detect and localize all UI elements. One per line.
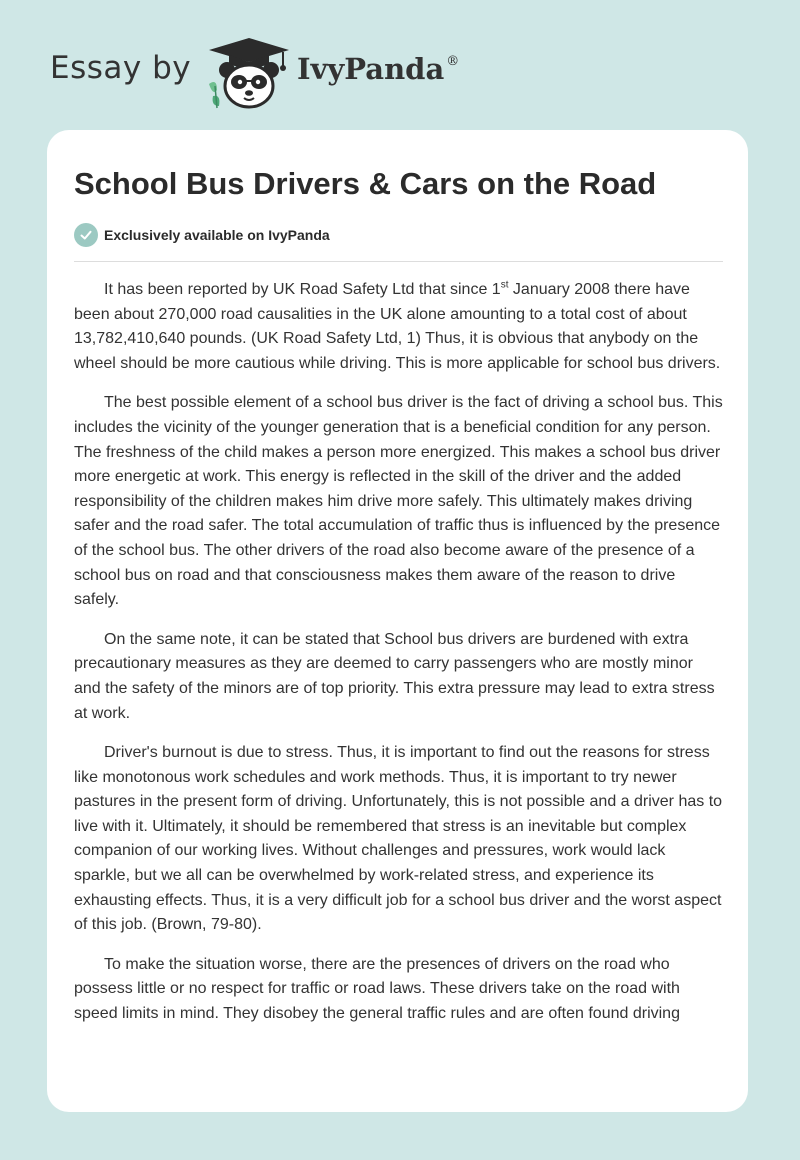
brand-name[interactable]	[297, 52, 460, 86]
paragraph-1-start: It has been reported by UK Road Safety Ltd that since 1	[104, 281, 501, 298]
paragraph-1-end: January 2008 there have been about 270,000 road causalities in the UK alone amounting to a total cost of about 13,782,410,640 pounds. (UK Road Safety Ltd, 1) Thus, it is obvious that anybody on the wheel should be more cautious while driving. This is more applicable for school bus drivers.	[74, 281, 721, 372]
exclusive-label: Exclusively available on IvyPanda	[104, 227, 330, 243]
essay-title: School Bus Drivers & Cars on the Road	[74, 166, 657, 201]
paragraph-3: On the same note, it can be stated that School bus drivers are burdened with extra precautionary measures as they are deemed to carry passengers who are mostly minor and the safety of the minors are of top priority. This extra pressure may lead to extra stress at work.	[74, 630, 715, 722]
ordinal-suffix: st	[500, 279, 509, 291]
essay-body	[74, 278, 724, 1112]
essay-by-label: Essay by	[50, 50, 192, 86]
brand-text: IvyPanda	[297, 52, 445, 86]
paragraph-2: The best possible element of a school bus driver is the fact of driving a school bus. This includes the vicinity of the younger generation that is a beneficial condition for any person. The freshness of the child makes a person more energized. This makes a school bus driver more energetic at work. This energy is reflected in the skill of the driver and the added responsibility of the children makes him drive more safely. This ultimately makes driving safer and the road safer. The total accumulation of traffic thus is influenced by the presence of the school bus. The other drivers of the road also become aware of the presence of a school bus on road and that consciousness makes them aware of the reason to drive safely.	[74, 394, 723, 609]
panda-graduate-icon[interactable]	[203, 36, 295, 110]
exclusive-badge	[74, 222, 330, 248]
site-header	[0, 0, 800, 120]
paragraph-5: To make the situation worse, there are the presences of drivers on the road who possess little or no respect for traffic or road laws. These drivers take on the road with speed limits in mind. They disobey the general traffic rules and are often found driving	[74, 955, 680, 1023]
divider	[74, 261, 723, 262]
paragraph-1	[74, 278, 724, 376]
paragraph-4: Driver's burnout is due to stress. Thus, it is important to find out the reasons for stress like monotonous work schedules and work methods. Thus, it is important to try newer pastures in the present form of driving. Unfortunately, this is not possible and a driver has to live with it. Ultimately, it should be remembered that stress is an inevitable but complex companion of our working lives. Without challenges and pressures, work would lack sparkle, but we all can be overwhelmed by work-related stress, and experience its exhausting effects. Thus, it is a very difficult job for a school bus driver and the worst aspect of this job. (Brown, 79-80).	[74, 744, 723, 934]
registered-mark: ®	[446, 54, 460, 69]
check-circle-icon	[74, 223, 98, 247]
essay-card	[47, 130, 748, 1112]
